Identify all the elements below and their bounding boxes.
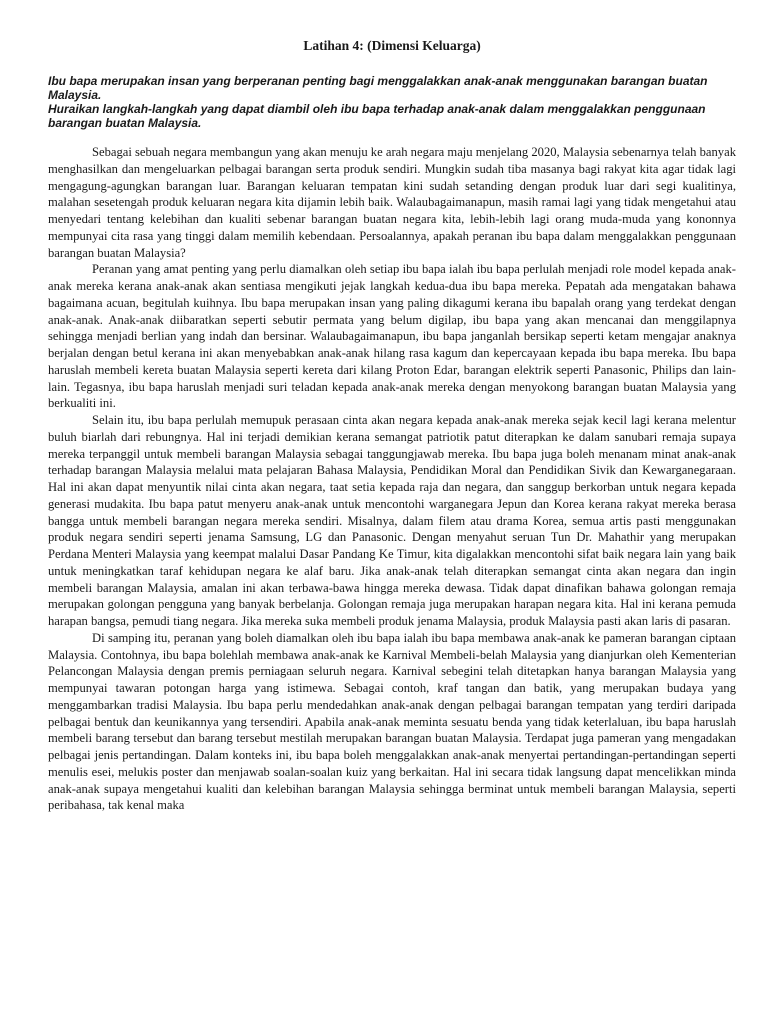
question-statement: Ibu bapa merupakan insan yang berperanan penting bagi menggalakkan anak-anak menggunakan barangan buatan Malaysia. [48,74,708,102]
essay-body [48,144,736,814]
question-prompt [48,74,736,130]
document-title: Latihan 4: (Dimensi Keluarga) [303,38,481,53]
essay-paragraph-introduction: Sebagai sebuah negara membangun yang akan menuju ke arah negara maju menjelang 2020, Malaysia sebenarnya telah banyak menghasilkan dan mengeluarkan pelbagai barangan serta produk sendiri. Mungkin sudah tiba masanya bagi rakyat kita agar tidak lagi mengagung-agungkan barangan luar. Barangan keluaran tempatan kini sudah setanding dengan produk luar dari segi kualitinya, malahan sesetengah produk keluaran negara kita dijamin lebih baik. Walaubagaimanapun, masih ramai lagi yang tidak mengetahui atau menyedari tentang kelebihan dan kualiti sebenar barangan buatan negara kita, lebih-lebih lagi orang muda-muda yang kononnya mempunyai cita rasa yang tinggi dalam memilih kebendaan. Persoalannya, apakah peranan ibu bapa dalam menggalakkan penggunaan barangan buatan Malaysia? [48,145,736,260]
essay-paragraph-exhibition: Di samping itu, peranan yang boleh diamalkan oleh ibu bapa ialah ibu bapa membawa anak-anak ke pameran barangan ciptaan Malaysia. Contohnya, ibu bapa bolehlah membawa anak-anak ke Karnival Membeli-belah Malaysia yang dianjurkan oleh Kementerian Pelancongan Malaysia dengan premis perniagaan seluruh negara. Karnival sebegini telah ditetapkan hanya barangan Malaysia yang mempunyai tawaran potongan harga yang istimewa. Sebagai contoh, kraf tangan dan batik, yang merupakan budaya yang menggambarkan tradisi Malaysia. Ibu bapa perlu mendedahkan anak-anak dengan pelbagai barangan tempatan yang terdiri daripada pelbagai bentuk dan keunikannya yang tersendiri. Apabila anak-anak meminta sesuatu benda yang tidak keterlaluan, ibu bapa haruslah membeli barang tersebut dan barang tersebut mestilah merupakan barangan buatan Malaysia. Terdapat juga pameran yang mengadakan pelbagai jenis pertandingan. Dalam konteks ini, ibu bapa boleh menggalakkan anak-anak menyertai pertandingan-pertandingan seperti menulis esei, melukis poster dan menjawab soalan-soalan kuiz yang berkaitan. Hal ini secara tidak langsung dapat mencelikkan minda anak-anak supaya mengetahui kualiti dan kelebihan barangan Malaysia sehingga berminat untuk membeli barangan Malaysia, seperti peribahasa, tak kenal maka [48,630,736,813]
document-page [48,38,736,814]
essay-paragraph-role-model: Peranan yang amat penting yang perlu diamalkan oleh setiap ibu bapa ialah ibu bapa perlulah menjadi role model kepada anak-anak mereka kerana anak-anak akan sentiasa mengikuti jejak langkah kedua-dua ibu bapa mereka. Pepatah ada mengatakan bahawa bagaimana acuan, begitulah kuihnya. Ibu bapa merupakan insan yang paling dikagumi kerana ibu bapalah orang yang terdekat dengan anak-anak. Anak-anak diibaratkan seperti sebutir permata yang belum digilap, ibu bapa yang akan mencanai dan menggilapnya sehingga menjadi berlian yang indah dan bersinar. Walaubagaimanapun, ibu bapa janganlah bersikap seperti ketam mengajar anaknya berjalan dengan betul kerana ini akan menyebabkan anak-anak hilang rasa kagum dan kepercayaan kepada ibu bapa mereka. Ibu bapa haruslah membeli kereta buatan Malaysia seperti kereta dari kilang Proton Edar, barangan elektrik seperti Panasonic, Philips dan lain-lain. Tegasnya, ibu bapa haruslah menjadi suri teladan kepada anak-anak mereka dengan menyokong barangan buatan Malaysia yang berkualiti ini. [48,262,736,411]
question-task: Huraikan langkah-langkah yang dapat diambil oleh ibu bapa terhadap anak-anak dalam menggalakkan penggunaan barangan buatan Malaysia. [48,102,706,130]
essay-paragraph-patriotism: Selain itu, ibu bapa perlulah memupuk perasaan cinta akan negara kepada anak-anak mereka sejak kecil lagi kerana melentur buluh biarlah dari rebungnya. Hal ini terjadi demikian kerana semangat patriotik patut diterapkan ke dalam sanubari remaja supaya mereka terpanggil untuk membeli barangan Malaysia sebagai tanggungjawab mereka. Ibu bapa juga boleh menanam minat anak-anak terhadap barangan Malaysia melalui mata pelajaran Bahasa Malaysia, Pendidikan Moral dan Pendidikan Sivik dan Kewarganegaraan. Hal ini akan dapat menyuntik nilai cinta akan negara, taat setia kepada raja dan negara, dan sanggup berkorban untuk negara kepada generasi mudakita. Ibu bapa patut menyeru anak-anak untuk mencontohi warganegara Jepun dan Korea kerana rakyat mereka berasa bangga untuk membeli barangan negara mereka sendiri. Misalnya, dalam filem atau drama Korea, semua artis pasti menggunakan produk negara sendiri seperti jenama Samsung, LG dan Panasonic. Dengan menyahut seruan Tun Dr. Mahathir yang merupakan Perdana Menteri Malaysia yang keempat malalui Dasar Pandang Ke Timur, kita digalakkan mencontohi sifat baik negara lain yang baik untuk meningkatkan taraf kehidupan negara ke alaf baru. Jika anak-anak telah diterapkan semangat cinta akan negara dan ingin membeli barangan Malaysia, amalan ini akan terbawa-bawa hingga mereka dewasa. Tidak dapat dinafikan bahawa golongan remaja merupakan golongan pengguna yang banyak berbelanja. Golongan remaja juga merupakan harapan negara kita. Hal ini kerana pemuda harapan bangsa, pemudi tiang negara. Jika mereka suka membeli produk jenama Malaysia, produk Malaysia pasti akan laris di pasaran. [48,413,736,628]
